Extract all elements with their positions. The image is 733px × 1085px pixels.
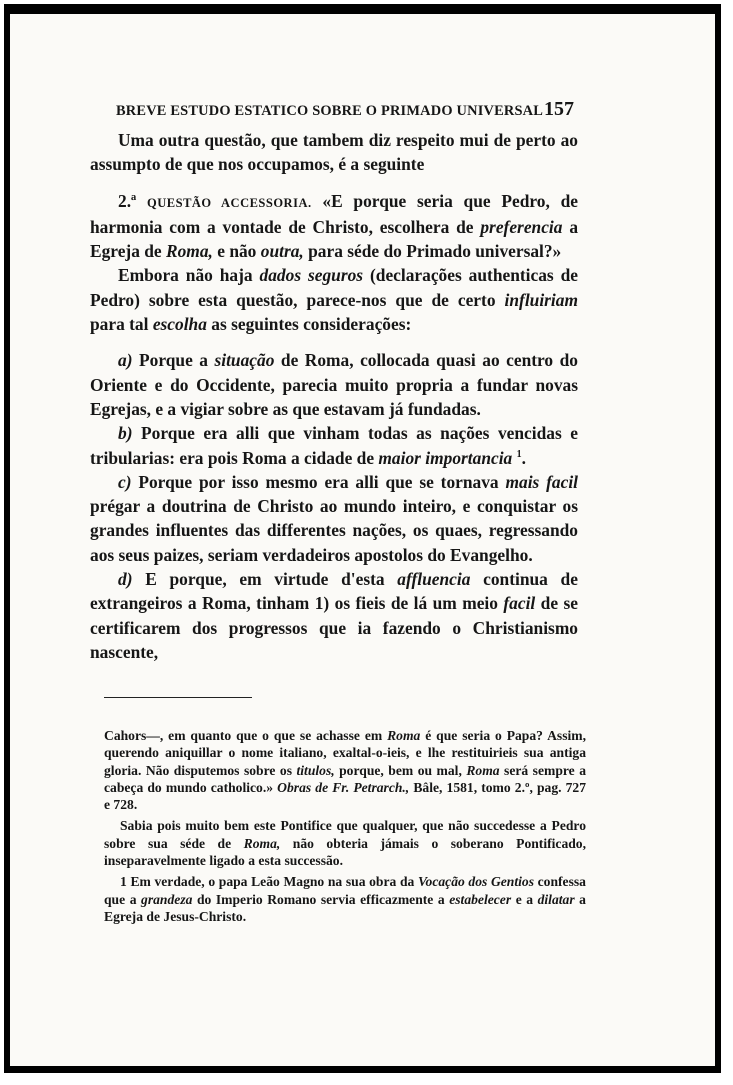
item-label: b) <box>118 423 133 444</box>
footnotes <box>104 727 586 925</box>
text-span: de Roma, collocada quasi ao centro do Oriente e do Occidente, parecia muito propria a fundar novas Egrejas, e a vigiar sobre as que estavam já fundadas. <box>90 350 578 419</box>
question-label: QUESTÃO ACCESSORIA. <box>147 195 312 210</box>
footnote-1 <box>104 873 586 925</box>
item-label: d) <box>118 569 133 590</box>
text-span: Em verdade, o papa Leão Magno na sua obra da <box>130 874 415 890</box>
text-span: não obteria jámais o soberano Pontificado, inseparavelmente ligado a esta successão. <box>104 835 586 869</box>
italic-span: facil <box>503 593 536 614</box>
footnote-paragraph <box>104 817 586 869</box>
text-span: para tal <box>90 314 149 335</box>
italic-span: Obras de Fr. Petrarch., <box>277 779 410 795</box>
text-span: «E porque seria que Pedro, de harmonia com a vontade de Christo, escolhera de <box>90 190 578 237</box>
paragraph-d <box>90 567 578 664</box>
paragraph-c <box>90 470 578 567</box>
text-span: de se certificarem dos progressos que ia fazendo o Christianismo nascente, <box>90 593 578 662</box>
italic-span: escolha <box>152 314 207 335</box>
italic-span: grandeza <box>141 891 193 907</box>
text-span: prégar a doutrina de Christo ao mundo inteiro, e conquistar os grandes influentes das differentes nações, os quaes, regressando aos seus paizes, seriam verdadeiros apostolos do Evangelho. <box>90 496 578 565</box>
text-span: Embora não haja <box>118 265 253 286</box>
italic-span: dados seguros <box>259 265 364 286</box>
text-span: continua de extrangeiros a Roma, tinham 1) os fieis de lá um meio <box>90 569 578 614</box>
text-span: será sempre a cabeça do mundo catholico.» <box>104 762 586 795</box>
footnote-ref: 1 <box>516 448 522 460</box>
italic-span: situação <box>214 350 275 371</box>
page-header <box>116 98 574 121</box>
italic-span: Roma <box>466 762 500 778</box>
italic-span: preferencia <box>480 216 563 237</box>
text-span: Porque a <box>139 350 208 371</box>
item-label: a) <box>118 350 133 371</box>
paragraph-intro-text: Uma outra questão, que tambem diz respeito mui de perto ao assumpto de que nos occupamos, é a seguinte <box>90 130 578 175</box>
paragraph-a <box>90 348 578 421</box>
text-span: e a <box>515 891 534 907</box>
italic-span: influiriam <box>504 289 578 310</box>
italic-span: Vocação dos Gentios <box>417 874 534 890</box>
italic-span: Roma, <box>166 241 213 262</box>
main-text <box>90 128 578 664</box>
italic-span: maior importancia <box>378 447 513 468</box>
text-span: E porque, em virtude d'esta <box>145 569 385 590</box>
text-span: (declarações authenticas de Pedro) sobre esta questão, parece-nos que de certo <box>90 265 578 310</box>
italic-span: Roma <box>387 728 421 743</box>
italic-span: outra, <box>260 241 304 262</box>
italic-span: Roma, <box>243 835 281 851</box>
text-span: para séde do Primado universal?» <box>308 241 562 262</box>
running-head: BREVE ESTUDO ESTATICO SOBRE O PRIMADO UNIVERSAL <box>116 103 544 119</box>
footnote-marker: 1 <box>120 874 127 890</box>
italic-span: titulos, <box>296 762 335 778</box>
text-span: Porque era alli que vinham todas as nações vencidas e tribularias: era pois Roma a cidade de <box>90 423 578 468</box>
text-span: do Imperio Romano servia efficazmente a <box>196 891 445 907</box>
item-label: c) <box>118 471 132 492</box>
question-number: 2.ª <box>118 190 137 211</box>
page-number: 157 <box>544 98 574 120</box>
italic-span: dilatar <box>537 891 575 907</box>
text-span: Bâle, 1581, tomo 2.º, pag. 727 e 728. <box>104 779 587 813</box>
text-span: confessa que a <box>104 874 586 907</box>
text-span: a Egreja de Jesus-Christo. <box>104 891 586 924</box>
footnote-divider <box>104 697 252 698</box>
text-span: Porque por isso mesmo era alli que se tornava <box>138 471 499 492</box>
paragraph-b <box>90 421 578 470</box>
text-span: e não <box>217 241 257 262</box>
text-span: porque, bem ou mal, <box>339 762 462 778</box>
italic-span: estabelecer <box>449 891 512 907</box>
text-span: as seguintes considerações: <box>211 314 412 335</box>
text-span: . <box>521 447 526 468</box>
text-span: Sabia pois muito bem este Pontifice que qualquer, que não succedesse a Pedro sobre sua séde de <box>104 818 586 851</box>
text-span: é que seria o Papa? Assim, querendo aniquillar o nome italiano, exaltal-o-ieis, e lhe restituirieis sua antiga gloria. Não disputemos sobre os <box>104 728 586 778</box>
italic-span: affluencia <box>397 569 471 590</box>
paragraph-question <box>90 189 578 264</box>
paragraph-considerations <box>90 263 578 336</box>
footnote-continuation <box>104 727 586 813</box>
italic-span: mais facil <box>505 471 578 492</box>
text-span: a Egreja de <box>90 216 579 262</box>
paragraph-intro <box>90 128 578 177</box>
text-span: Cahors—, em quanto que o que se achasse em <box>104 728 383 743</box>
